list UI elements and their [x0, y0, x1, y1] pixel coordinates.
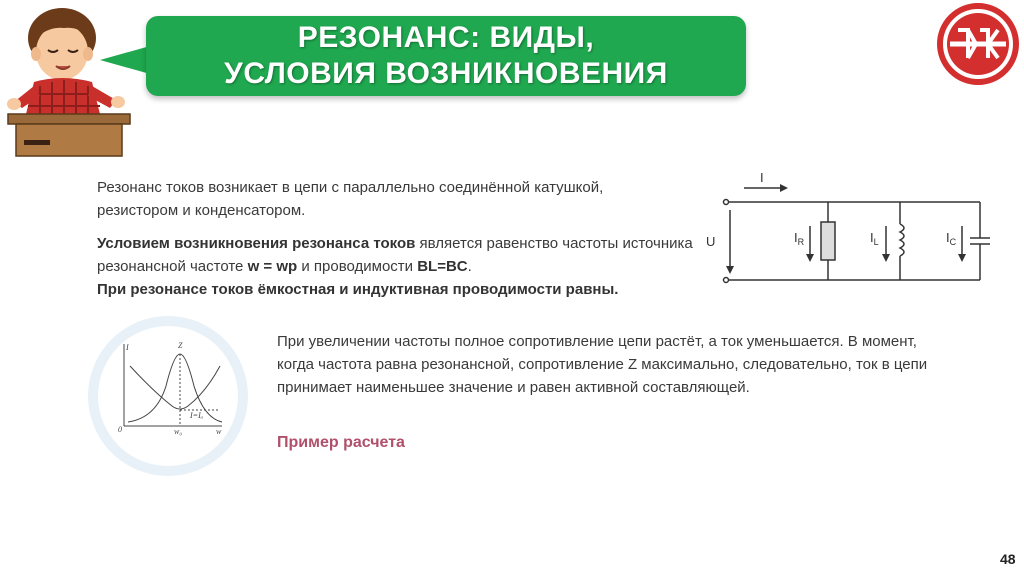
graph-peak-label: Z [178, 341, 183, 350]
circuit-current-label: I [760, 170, 764, 185]
graph-resonance-label: w₀ [174, 427, 183, 436]
condition-text-3: . [467, 258, 472, 275]
condition-text-2: и проводимости [297, 258, 418, 275]
explanation-paragraph: При увеличении частоты полное сопротивление цепи растёт, а ток уменьшается. В момент, когда частота равна резонансной, сопротивление Z максимально, следовательно, ток в цепи принимает наименьшее значение и равен активной составляющей. [277, 333, 928, 396]
calculation-example-link[interactable]: Пример расчета [277, 434, 405, 451]
presenter-mascot [4, 2, 134, 158]
title-banner [146, 16, 746, 96]
page-number: 48 [1000, 551, 1016, 567]
circuit-ic-label: $I_C$ [946, 230, 957, 247]
graph-note-label: I=Iₐ [190, 411, 204, 420]
condition-formula-2: BL=BC [417, 258, 468, 275]
parallel-circuit-diagram [700, 166, 1000, 296]
graph-origin-label: 0 [118, 425, 122, 434]
circuit-voltage-label: U [706, 234, 716, 249]
graph-y-label: I [126, 343, 129, 352]
condition-bold-lead: Условием возникновения резонанса токов [97, 235, 416, 252]
title-bubble-tail [100, 46, 150, 74]
graph-x-label: w [216, 427, 222, 436]
condition-formula-1: w = wp [247, 258, 298, 275]
intro-paragraph: Резонанс токов возникает в цепи с параллельно соединённой катушкой, резистором и конденсатором. [97, 179, 604, 219]
brand-logo [936, 0, 1020, 90]
condition-text-1: является равенство частоты источника резонансной частоте [97, 235, 693, 275]
condition-bold-tail: При резонансе токов ёмкостная и индуктивная проводимости равны. [97, 281, 619, 298]
condition-paragraph [97, 232, 707, 301]
title-line-1: РЕЗОНАНС: ВИДЫ, [297, 21, 595, 54]
circuit-il-label: $I_L$ [870, 230, 879, 247]
resonance-graph [98, 326, 238, 466]
circuit-ir-label: $I_R$ [794, 230, 805, 247]
title-line-2: УСЛОВИЯ ВОЗНИКНОВЕНИЯ [224, 57, 668, 90]
